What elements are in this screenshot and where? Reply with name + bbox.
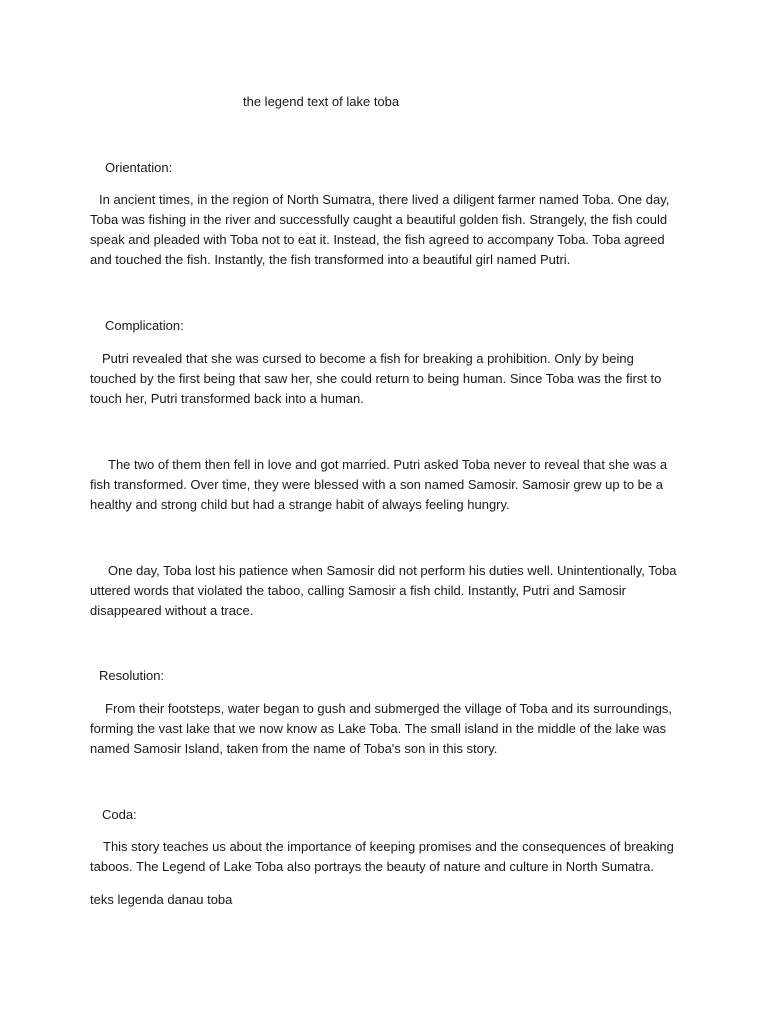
orientation-heading: Orientation: (105, 160, 173, 175)
orientation-paragraph: In ancient times, in the region of North Sumatra, there lived a diligent farmer named Toba. One day, Toba was fishing in the river and successfully caught a beautiful golden fish. Strangely, the fish could speak and pleaded with Toba not to eat it. Instead, the fish agreed to accompany Toba. Toba agreed and touched the fish. Instantly, the fish transformed into a beautiful girl named Putri. (90, 192, 673, 267)
complication-heading: Complication: (105, 318, 184, 333)
complication-paragraph-3: One day, Toba lost his patience when Samosir did not perform his duties well. Unintentionally, Toba uttered words that violated the taboo, calling Samosir a fish child. Instantly, Putri and Samosir disappeared without a trace. (90, 563, 681, 618)
resolution-heading: Resolution: (99, 668, 165, 683)
footer-text: teks legenda danau toba (90, 892, 233, 907)
document-title: the legend text of lake toba (243, 94, 400, 109)
coda-paragraph: This story teaches us about the importance of keeping promises and the consequences of breaking taboos. The Legend of Lake Toba also portrays the beauty of nature and culture in North Sumatra. (90, 839, 678, 874)
coda-heading: Coda: (102, 807, 137, 822)
complication-paragraph-1: Putri revealed that she was cursed to become a fish for breaking a prohibition. Only by being touched by the first being that saw her, she could return to being human. Since Toba was the first to touch her, Putri transformed back into a human. (90, 351, 666, 406)
complication-paragraph-2: The two of them then fell in love and got married. Putri asked Toba never to reveal that she was a fish transformed. Over time, they were blessed with a son named Samosir. Samosir grew up to be a healthy and strong child but had a strange habit of always feeling hungry. (90, 457, 671, 512)
resolution-paragraph: From their footsteps, water began to gush and submerged the village of Toba and its surroundings, forming the vast lake that we now know as Lake Toba. The small island in the middle of the lake was named Samosir Island, taken from the name of Toba's son in this story. (90, 701, 676, 756)
